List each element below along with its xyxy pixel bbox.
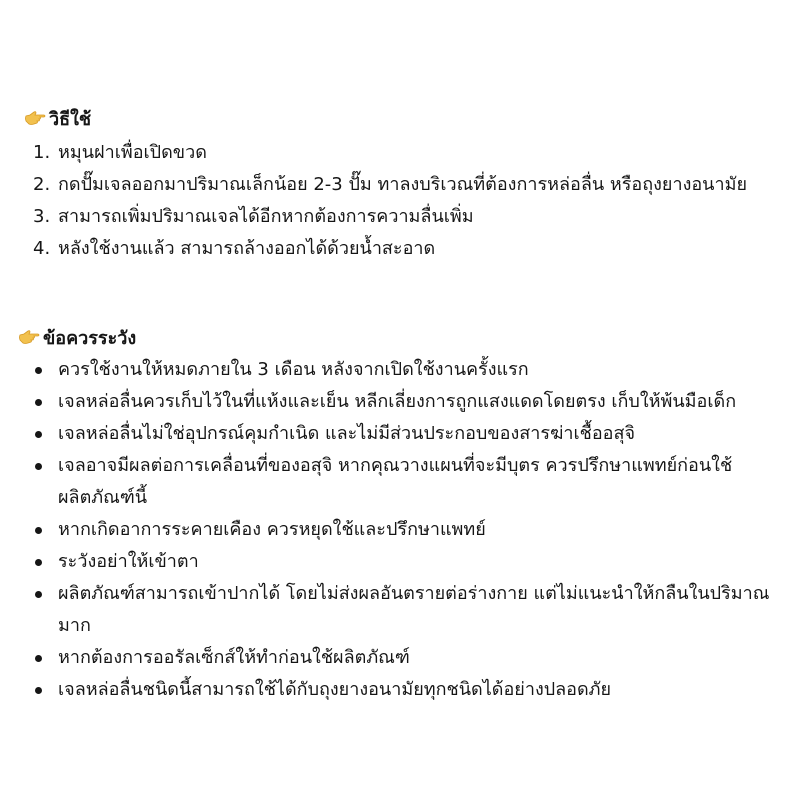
step-number: 2. <box>33 174 51 195</box>
caution-text: ควรใช้งานให้หมดภายใน 3 เดือน หลังจากเปิดใช้งานครั้งแรก <box>58 359 529 380</box>
caution-heading-text: ข้อควรระวัง <box>43 327 137 349</box>
usage-section <box>0 103 800 265</box>
caution-text: เจลอาจมีผลต่อการเคลื่อนที่ของอสุจิ หากคุณวางแผนที่จะมีบุตร ควรปรึกษาแพทย์ก่อนใช้ผลิตภัณฑ์นี้ <box>58 455 733 508</box>
bullet-icon <box>33 642 58 674</box>
caution-text: เจลหล่อลื่นไม่ใช่อุปกรณ์คุมกำเนิด และไม่มีส่วนประกอบของสารฆ่าเชื้ออสุจิ <box>58 423 636 444</box>
caution-item <box>0 514 800 546</box>
step-text: สามารถเพิ่มปริมาณเจลได้อีกหากต้องการความลื่นเพิ่ม <box>58 206 474 227</box>
bullet-icon <box>33 354 58 386</box>
caution-list <box>0 354 800 706</box>
usage-steps-list <box>0 137 800 265</box>
bullet-icon <box>33 674 58 706</box>
caution-item <box>0 642 800 674</box>
step-number: 4. <box>33 238 51 259</box>
caution-text: หากต้องการออรัลเซ็กส์ให้ทำก่อนใช้ผลิตภัณฑ์ <box>58 647 410 668</box>
caution-text: เจลหล่อลื่นควรเก็บไว้ในที่แห้งและเย็น หลีกเลี่ยงการถูกแสงแดดโดยตรง เก็บให้พ้นมือเด็ก <box>58 391 737 412</box>
caution-text: เจลหล่อลื่นชนิดนี้สามารถใช้ได้กับถุงยางอนามัยทุกชนิดได้อย่างปลอดภัย <box>58 679 612 700</box>
caution-item <box>0 418 800 450</box>
caution-item <box>0 386 800 418</box>
caution-item <box>0 450 800 514</box>
bullet-icon <box>33 450 58 514</box>
bullet-icon <box>33 514 58 546</box>
step-number: 1. <box>33 142 51 163</box>
caution-item <box>0 578 800 642</box>
caution-item <box>0 546 800 578</box>
usage-heading-text: วิธีใช้ <box>49 108 92 130</box>
usage-step <box>0 169 800 201</box>
caution-heading <box>0 322 800 352</box>
bullet-icon <box>33 546 58 578</box>
caution-section <box>0 322 800 706</box>
bullet-icon <box>33 578 58 642</box>
caution-text: ผลิตภัณฑ์สามารถเข้าปากได้ โดยไม่ส่งผลอันตรายต่อร่างกาย แต่ไม่แนะนำให้กลืนในปริมาณมาก <box>58 583 770 636</box>
usage-heading <box>0 103 800 133</box>
usage-step <box>0 137 800 169</box>
bullet-icon <box>33 386 58 418</box>
step-text: หลังใช้งานแล้ว สามารถล้างออกได้ด้วยน้ำสะอาด <box>58 238 436 259</box>
caution-text: ระวังอย่าให้เข้าตา <box>58 551 199 572</box>
usage-step <box>0 233 800 265</box>
usage-step <box>0 201 800 233</box>
pointing-hand-icon <box>24 109 46 127</box>
step-number: 3. <box>33 206 51 227</box>
pointing-hand-icon <box>18 328 40 346</box>
bullet-icon <box>33 418 58 450</box>
step-text: กดปั๊มเจลออกมาปริมาณเล็กน้อย 2-3 ปั๊ม ทาลงบริเวณที่ต้องการหล่อลื่น หรือถุงยางอนามัย <box>58 174 748 195</box>
caution-item <box>0 674 800 706</box>
step-text: หมุนฝาเพื่อเปิดขวด <box>58 142 207 163</box>
caution-text: หากเกิดอาการระคายเคือง ควรหยุดใช้และปรึกษาแพทย์ <box>58 519 486 540</box>
caution-item <box>0 354 800 386</box>
